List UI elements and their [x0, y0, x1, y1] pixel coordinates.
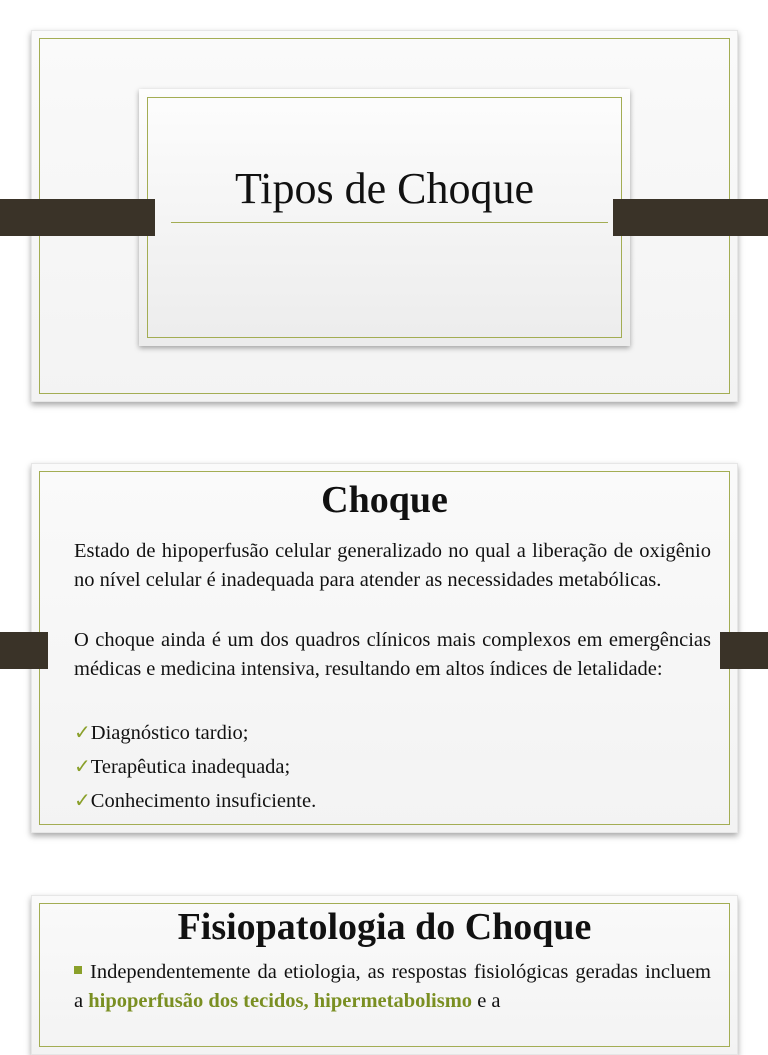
list-item-text: Terapêutica inadequada; [90, 756, 291, 778]
decorative-tab-left [0, 632, 48, 669]
checkmark-icon: ✓ [74, 790, 91, 812]
decorative-tab-right [613, 199, 768, 236]
slide-title: Tipos de Choque [234, 164, 535, 213]
square-bullet-icon [74, 966, 82, 974]
list-item [74, 750, 316, 784]
slide-heading: Fisiopatologia do Choque [177, 906, 592, 948]
fisiopatologia-slide [31, 895, 738, 1055]
list-item-text: Diagnóstico tardio; [90, 722, 249, 744]
list-item-text: Conhecimento insuficiente. [90, 790, 317, 812]
choque-slide [31, 463, 738, 833]
decorative-tab-left [0, 199, 155, 236]
title-underline [171, 222, 608, 223]
list-item [74, 784, 316, 818]
slide-heading: Choque [321, 479, 448, 521]
definition-paragraph: Estado de hipoperfusão celular generalizado no qual a liberação de oxigênio no nível celular é inadequada para atender as necessidades metabólicas. [74, 540, 711, 591]
complexity-paragraph: O choque ainda é um dos quadros clínicos mais complexos em emergências médicas e medicina intensiva, resultando em altos índices de letalidade: [74, 629, 711, 680]
bullet-text-start: Independentemente da etiologia, as respostas fisiológicas geradas incluem a [74, 961, 711, 1012]
checkmark-icon: ✓ [74, 756, 91, 778]
checkmark-icon: ✓ [74, 722, 91, 744]
bullet-text-end: e a [472, 990, 501, 1012]
bullet-highlight: hipoperfusão dos tecidos, hipermetabolismo [88, 990, 473, 1012]
decorative-tab-right [720, 632, 768, 669]
bullet-item [74, 958, 711, 1016]
checklist [74, 716, 316, 818]
title-card [139, 89, 630, 346]
title-card-frame [147, 97, 622, 338]
list-item [74, 716, 316, 750]
